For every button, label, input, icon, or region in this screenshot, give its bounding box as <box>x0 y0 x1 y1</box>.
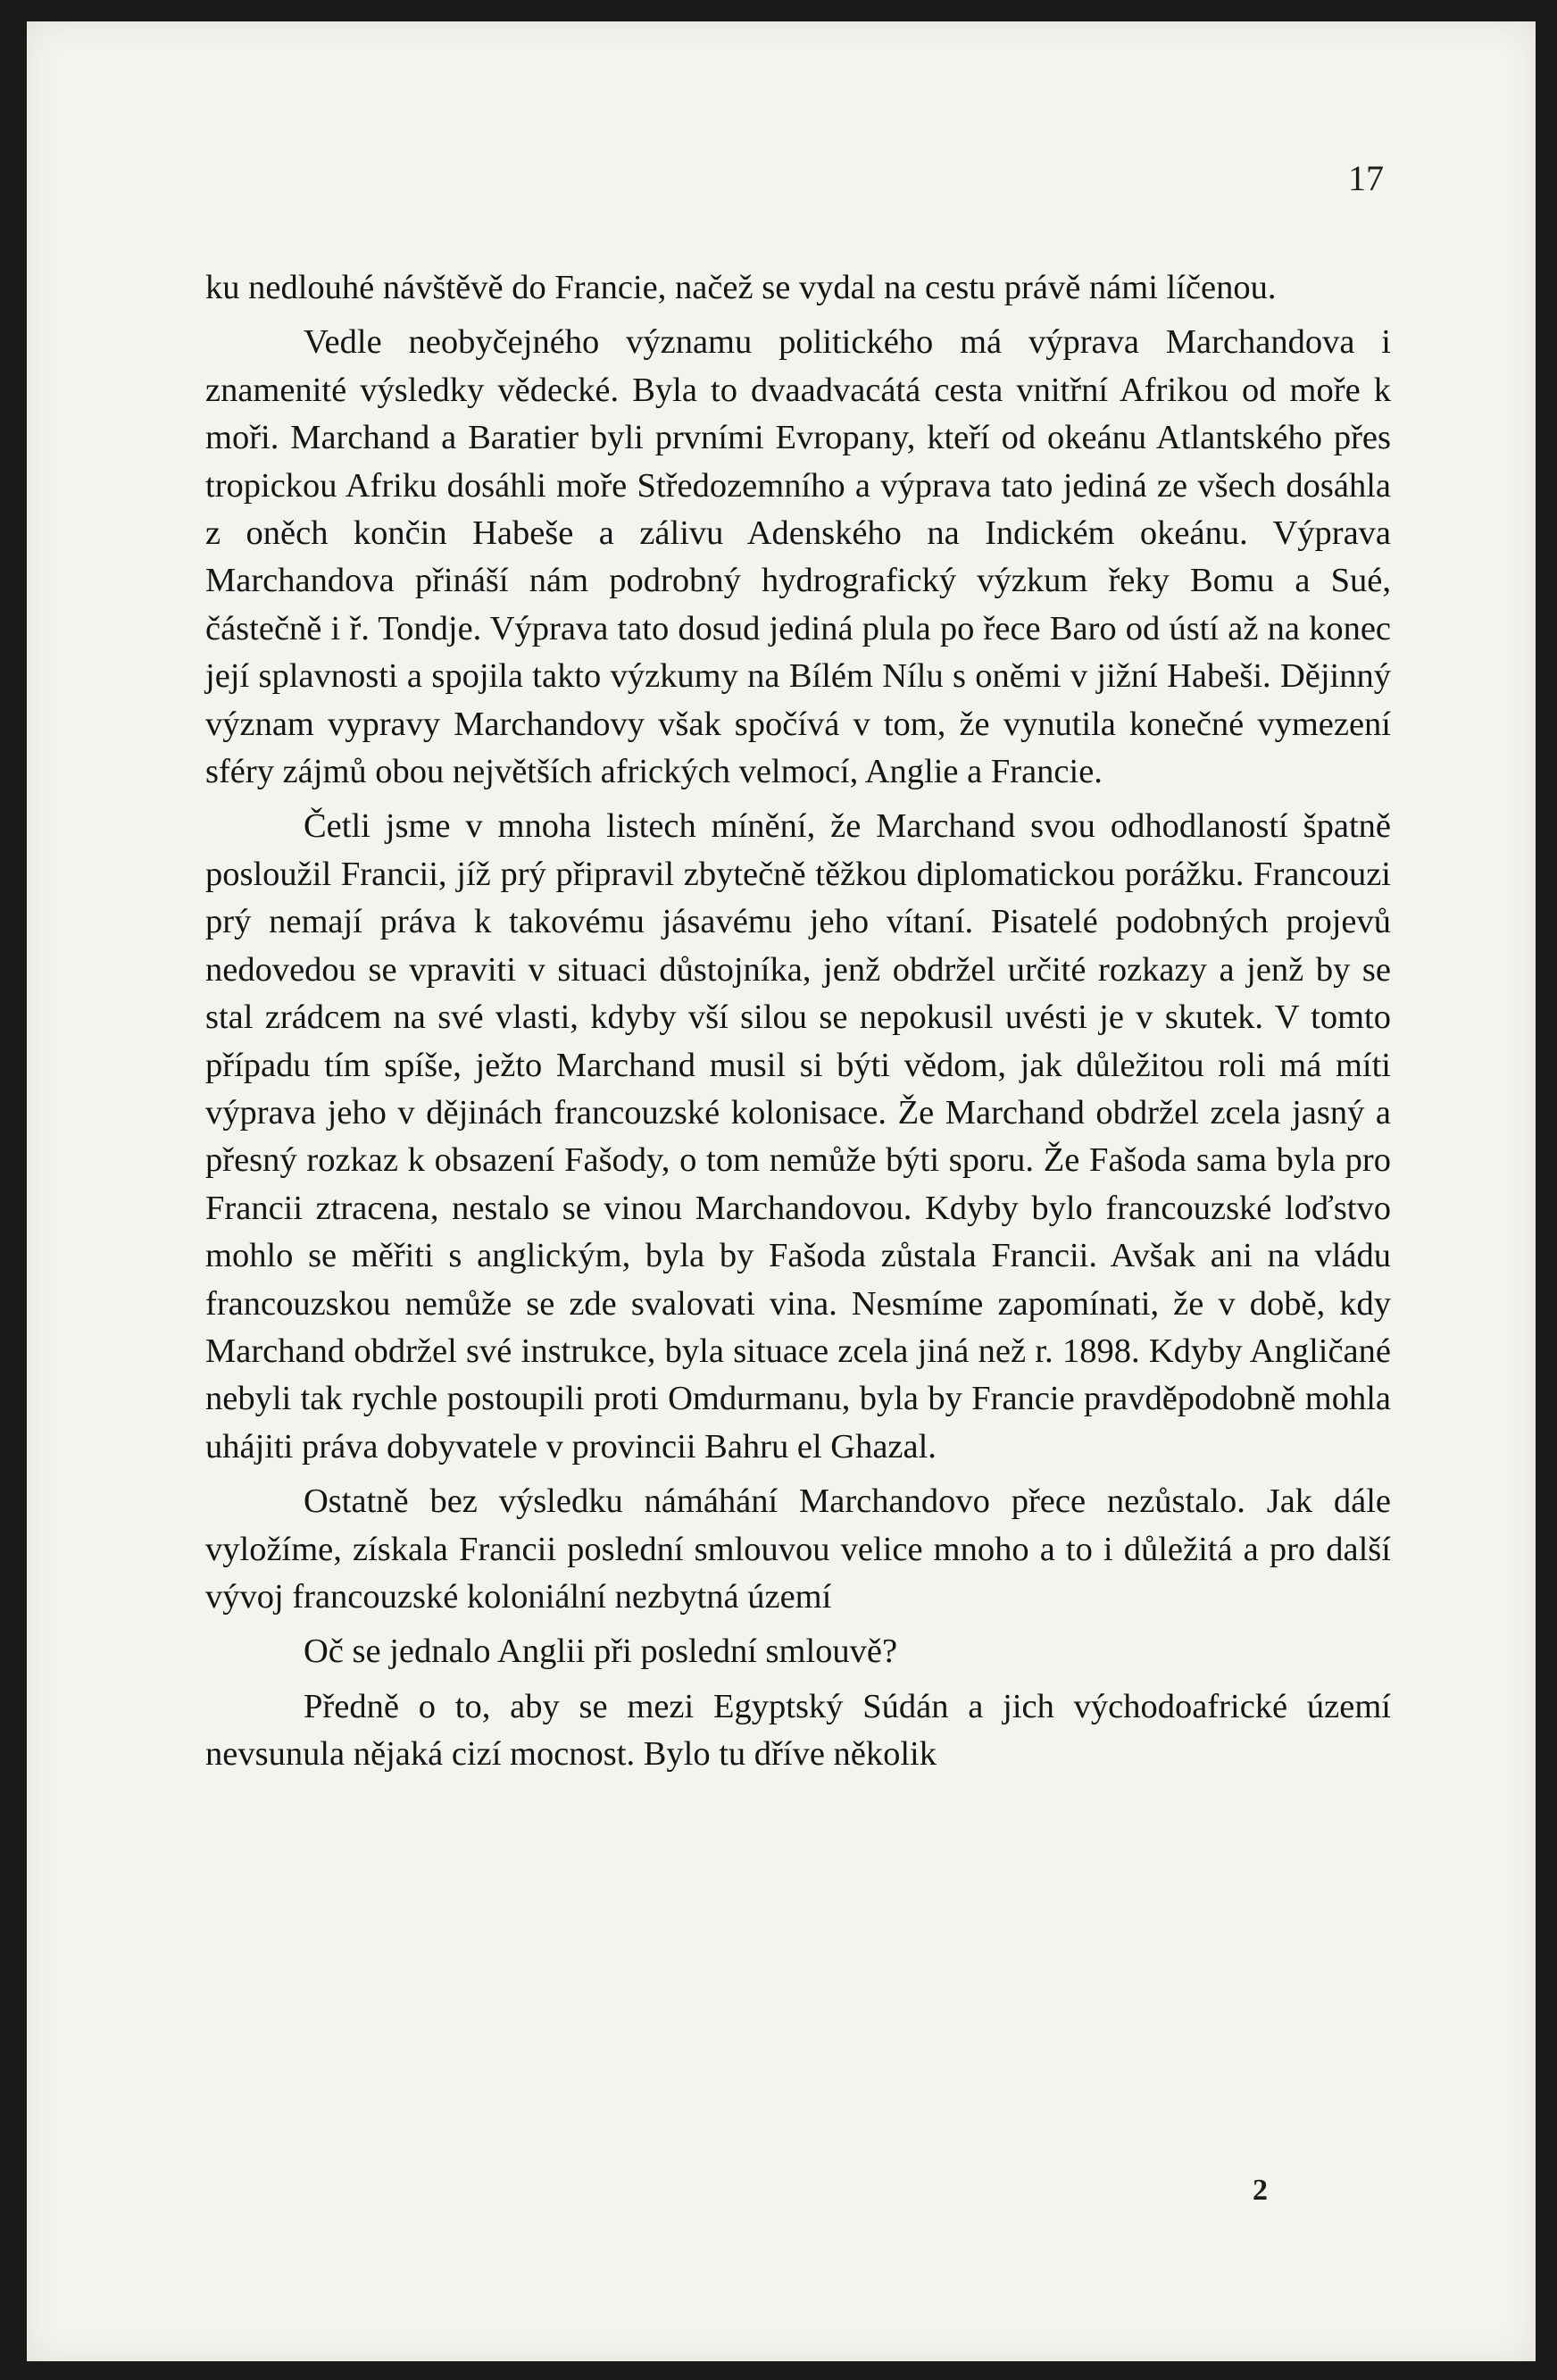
book-page <box>27 21 1536 2361</box>
body-text <box>205 264 1391 1779</box>
paragraph-4: Ostatně bez výsledku námáhání Marchandovo přece nezůstalo. Jak dále vyložíme, získala Francii poslední smlouvou velice mnoho a to i důležitá a pro další vývoj francouzské koloniální nezbytná území <box>205 1482 1391 1616</box>
paragraph-2: Vedle neobyčejného významu politického má výprava Marchandova i znamenité výsledky vědecké. Byla to dvaadvacátá cesta vnitřní Afrikou od moře k moři. Marchand a Baratier byli prvními Evropany, kteří od okeánu Atlantského přes tropickou Afriku dosáhli moře Středozemního a výprava tato jediná ze všech dosáhla z oněch končin Habeše a zálivu Adenského na Indickém okeánu. Výprava Marchandova přináší nám podrobný hydrografický výzkum řeky Bomu a Sué, částečně i ř. Tondje. Výprava tato dosud jediná plula po řece Baro od ústí až na konec její splavnosti a spojila takto výzkumy na Bílém Nílu s oněmi v jižní Habeši. Dějinný význam vypravy Marchandovy však spočívá v tom, že vynutila konečné vymezení sféry zájmů obou největších afrických velmocí, Anglie a Francie. <box>205 323 1391 791</box>
paragraph-3: Četli jsme v mnoha listech mínění, že Marchand svou odhodlaností špatně posloužil Francii, jíž prý připravil zbytečně těžkou diplomatickou porážku. Francouzi prý nemají práva k takovému jásavému jeho vítaní. Pisatelé podobných projevů nedovedou se vpraviti v situaci důstojníka, jenž obdržel určité rozkazy a jenž by se stal zrádcem na své vlasti, kdyby vší silou se nepokusil uvésti je v skutek. V tomto případu tím spíše, ježto Marchand musil si býti vědom, jak důležitou roli má míti výprava jeho v dějinách francouzské kolonisace. Že Marchand obdržel zcela jasný a přesný rozkaz k obsazení Fašody, o tom nemůže býti sporu. Že Fašoda sama byla pro Francii ztracena, nestalo se vinou Marchandovou. Kdyby bylo francouzské loďstvo mohlo se měřiti s anglickým, byla by Fašoda zůstala Francii. Avšak ani na vládu francouzskou nemůže se zde svalovati vina. Nesmíme zapomínati, že v době, kdy Marchand obdržel své instrukce, byla situace zcela jiná než r. 1898. Kdyby Angličané nebyli tak rychle postoupili proti Omdurmanu, byla by Francie pravděpodobně mohla uhájiti práva dobyvatele v provincii Bahru el Ghazal. <box>205 807 1391 1466</box>
paragraph-6: Předně o to, aby se mezi Egyptský Súdán a jich východoafrické území nevsunula nějaká cizí mocnost. Bylo tu dříve několik <box>205 1687 1391 1774</box>
paragraph-5: Oč se jednalo Anglii při poslední smlouvě? <box>304 1633 898 1671</box>
signature-mark: 2 <box>1253 2174 1268 2207</box>
page-number: 17 <box>1348 158 1384 198</box>
paragraph-1: ku nedlouhé návštěvě do Francie, načež se vydal na cestu právě námi líčenou. <box>205 269 1277 306</box>
